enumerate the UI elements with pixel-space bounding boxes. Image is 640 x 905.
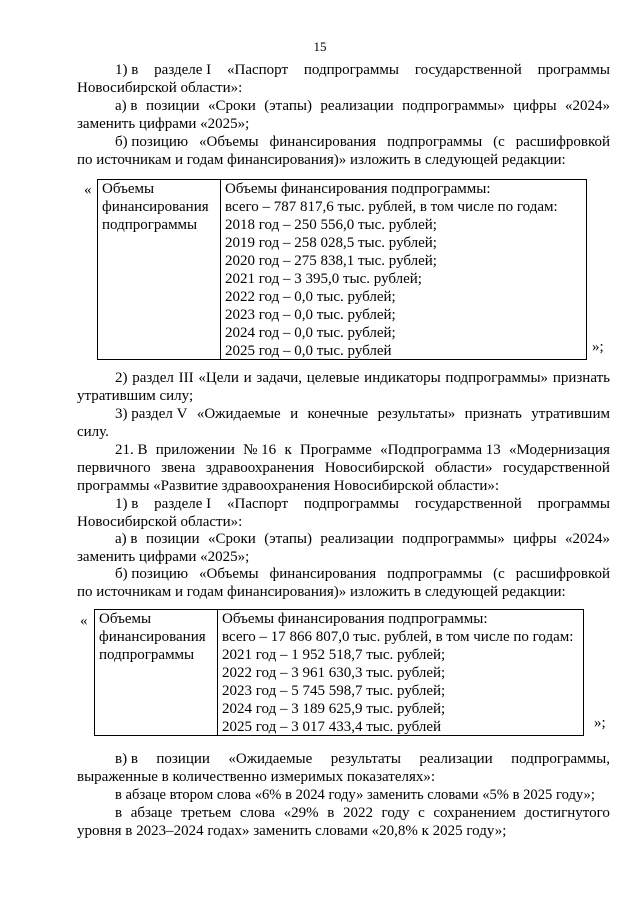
word: «Сроки xyxy=(207,531,256,547)
word: (этапы) xyxy=(264,531,312,547)
word: в xyxy=(115,805,123,821)
justified-line xyxy=(77,97,610,115)
cell-line: 2024 год – 3 189 625,9 тыс. рублей; xyxy=(222,701,446,717)
paragraph-4 xyxy=(77,369,610,405)
word: «Ожидаемые xyxy=(228,751,313,767)
word: а) в xyxy=(115,98,138,114)
cell-line: Объемы финансирования подпрограммы: xyxy=(222,611,488,627)
word: позиции xyxy=(145,531,200,547)
word: результаты» xyxy=(377,406,456,422)
word: государственной xyxy=(414,496,522,512)
word: цифры xyxy=(513,531,557,547)
paragraph-5 xyxy=(77,405,610,441)
text-line: программы «Развитие здравоохранения Новосибирской области»: xyxy=(77,478,500,494)
financing-table-1 xyxy=(97,179,587,360)
paragraph-12 xyxy=(77,804,610,840)
table-cell-label xyxy=(95,610,218,736)
word: подпрограммы xyxy=(387,134,483,150)
word: Новосибирской xyxy=(324,460,425,476)
word: 1) в xyxy=(115,496,139,512)
word: государственной xyxy=(414,62,522,78)
word: 3) раздел V xyxy=(115,406,188,422)
cell-line: финансирования xyxy=(99,629,206,645)
word: позиции xyxy=(156,751,210,767)
paragraph-11 xyxy=(77,786,610,804)
close-quote: »; xyxy=(592,339,604,355)
cell-line: Объемы финансирования подпрограммы: xyxy=(225,181,491,197)
word: государственной xyxy=(503,460,610,476)
word: расшифровкой xyxy=(515,566,610,582)
word: результаты xyxy=(330,751,401,767)
justified-line xyxy=(77,61,610,79)
word: а) в xyxy=(115,531,138,547)
word: цифры xyxy=(513,98,557,114)
word: звена xyxy=(161,460,196,476)
cell-line: всего – 787 817,6 тыс. рублей, в том числе по годам: xyxy=(225,199,558,215)
word: признать xyxy=(464,406,522,422)
word: третьем xyxy=(180,805,232,821)
cell-line: 2019 год – 258 028,5 тыс. рублей; xyxy=(225,235,437,251)
table-cell-values xyxy=(218,610,584,736)
paragraph-1 xyxy=(77,61,610,97)
word: «Подпрограмма 13 xyxy=(380,442,501,458)
justified-line xyxy=(77,459,610,477)
cell-line: подпрограммы xyxy=(99,647,195,663)
cell-line: 2018 год – 250 556,0 тыс. рублей; xyxy=(225,217,437,233)
word: разделе I xyxy=(154,62,212,78)
paragraph-7 xyxy=(77,495,610,531)
word: «Паспорт xyxy=(226,62,289,78)
word: сохранением xyxy=(433,805,516,821)
word: Программе xyxy=(300,442,372,458)
word: (с xyxy=(493,566,505,582)
text-line: в абзаце втором слова «6% в 2024 году» заменить словами «5% в 2025 году»; xyxy=(115,787,595,803)
word: первичного xyxy=(77,460,151,476)
word: финансирования xyxy=(269,134,377,150)
text-line: силу. xyxy=(77,424,109,440)
word: утратившим xyxy=(531,406,610,422)
word: позиции xyxy=(145,98,200,114)
cell-line: финансирования xyxy=(102,199,209,215)
text-line: заменить цифрами «2025»; xyxy=(77,116,250,132)
word: «2024» xyxy=(565,531,610,547)
word: «Объемы xyxy=(199,566,259,582)
financing-table-2 xyxy=(94,609,584,736)
word: «29% xyxy=(283,805,319,821)
word: подпрограммы xyxy=(303,496,399,512)
paragraph-8 xyxy=(77,530,610,566)
cell-line: 2021 год – 1 952 518,7 тыс. рублей; xyxy=(222,647,446,663)
cell-line: 2020 год – 275 838,1 тыс. рублей; xyxy=(225,253,437,269)
word: в) в xyxy=(115,751,138,767)
word: абзаце xyxy=(130,805,173,821)
text-line: по источникам и годам финансирования)» изложить в следующей редакции: xyxy=(77,584,566,600)
word: «Ожидаемые xyxy=(196,406,281,422)
word: здравоохранения xyxy=(205,460,315,476)
table-cell-values xyxy=(221,180,587,360)
cell-line: 2024 год – 0,0 тыс. рублей; xyxy=(225,325,396,341)
page-number: 15 xyxy=(313,39,327,54)
justified-line xyxy=(77,441,610,459)
word: 1) в xyxy=(115,62,139,78)
cell-line: Объемы xyxy=(99,611,152,627)
word: б) позицию xyxy=(115,566,189,582)
word: 2022 xyxy=(342,805,373,821)
text-line: 2) раздел III «Цели и задачи, целевые индикаторы подпрограммы» признать xyxy=(115,370,610,386)
word: конечные xyxy=(307,406,369,422)
word: № 16 xyxy=(243,442,277,458)
word: финансирования xyxy=(269,566,377,582)
open-quote: « xyxy=(80,613,88,629)
word: «2024» xyxy=(565,98,610,114)
text-line: Новосибирской области»: xyxy=(77,514,243,530)
word: «Паспорт xyxy=(226,496,289,512)
word: подпрограммы» xyxy=(402,531,505,547)
paragraph-6 xyxy=(77,441,610,495)
word: (с xyxy=(493,134,505,150)
paragraph-3 xyxy=(77,133,610,169)
paragraph-10 xyxy=(77,750,610,786)
justified-line xyxy=(77,133,610,151)
cell-line: всего – 17 866 807,0 тыс. рублей, в том числе по годам: xyxy=(222,629,574,645)
table-cell-label xyxy=(98,180,221,360)
word: году xyxy=(381,805,410,821)
close-quote: »; xyxy=(594,715,606,731)
word: в xyxy=(327,805,335,821)
word: «Объемы xyxy=(199,134,259,150)
word: разделе I xyxy=(154,496,212,512)
word: подпрограммы xyxy=(387,566,483,582)
open-quote: « xyxy=(84,182,92,198)
cell-line: 2023 год – 0,0 тыс. рублей; xyxy=(225,307,396,323)
text-line: по источникам и годам финансирования)» изложить в следующей редакции: xyxy=(77,152,566,168)
cell-line: Объемы xyxy=(102,181,155,197)
paragraph-9 xyxy=(77,565,610,601)
text-line: заменить цифрами «2025»; xyxy=(77,549,250,565)
cell-line: 2025 год – 3 017 433,4 тыс. рублей xyxy=(222,719,442,735)
word: реализации xyxy=(320,531,394,547)
cell-line: 2021 год – 3 395,0 тыс. рублей; xyxy=(225,271,422,287)
cell-line: 2025 год – 0,0 тыс. рублей xyxy=(225,343,392,359)
cell-line: 2022 год – 3 961 630,3 тыс. рублей; xyxy=(222,665,446,681)
text-line: Новосибирской области»: xyxy=(77,80,243,96)
justified-line xyxy=(77,530,610,548)
word: подпрограммы, xyxy=(511,751,610,767)
word: программы xyxy=(537,496,610,512)
word: достигнутого xyxy=(524,805,610,821)
word: области» xyxy=(434,460,493,476)
word: 21. В xyxy=(115,442,148,458)
word: расшифровкой xyxy=(515,134,610,150)
word: «Модернизация xyxy=(509,442,610,458)
text-line: выраженные в количественно измеримых показателях»: xyxy=(77,769,436,785)
justified-line xyxy=(77,565,610,583)
word: с xyxy=(418,805,425,821)
word: слова xyxy=(239,805,276,821)
word: подпрограммы xyxy=(303,62,399,78)
word: б) позицию xyxy=(115,134,189,150)
text-line: уровня в 2023–2024 годах» заменить словами «20,8% к 2025 году»; xyxy=(77,823,507,839)
cell-line: 2022 год – 0,0 тыс. рублей; xyxy=(225,289,396,305)
word: реализации xyxy=(419,751,493,767)
word: и xyxy=(290,406,299,422)
word: «Сроки xyxy=(207,98,256,114)
text-line: утратившим силу; xyxy=(77,388,194,404)
word: подпрограммы» xyxy=(402,98,505,114)
cell-line: 2023 год – 5 745 598,7 тыс. рублей; xyxy=(222,683,446,699)
word: к xyxy=(284,442,292,458)
justified-line xyxy=(77,405,610,423)
word: программы xyxy=(537,62,610,78)
paragraph-2 xyxy=(77,97,610,133)
word: реализации xyxy=(320,98,394,114)
word: (этапы) xyxy=(264,98,312,114)
justified-line xyxy=(77,804,610,822)
justified-line xyxy=(77,495,610,513)
word: приложении xyxy=(155,442,235,458)
cell-line: подпрограммы xyxy=(102,217,198,233)
justified-line xyxy=(77,750,610,768)
